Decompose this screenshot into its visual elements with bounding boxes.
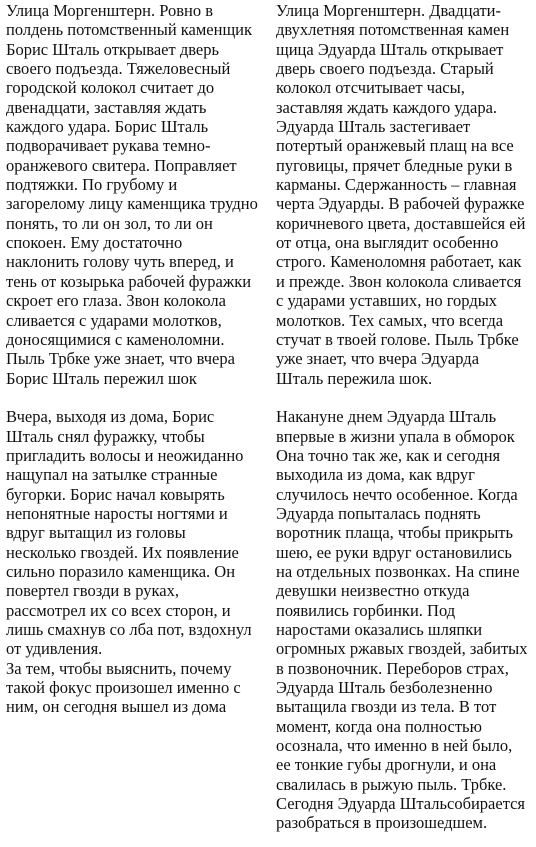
text-line: ее тонкие губы дрогнули, и она (276, 755, 497, 775)
text-line: и прежде. Звон колокола сливается (276, 271, 522, 291)
text-line: двухлетняя потомственная камен (276, 20, 510, 40)
text-line: момент, когда она полностью (276, 716, 482, 736)
text-line: пригладить волосы и неожиданно (6, 445, 244, 465)
text-line: шею, ее руки вдруг остановились (276, 542, 512, 562)
text-line: впервые в жизни упала в обморок (276, 426, 515, 446)
text-line: Она точно так же, как и сегодня (276, 445, 501, 465)
text-line: оранжевого свитера. Поправляет (6, 155, 237, 175)
text-line: на отдельных позвонках. На спине (276, 561, 520, 581)
text-line: сливается с ударами молотков, (6, 310, 222, 330)
text-line: подворачивает рукава темно- (6, 136, 211, 156)
text-line: появились горбинки. Под (276, 600, 456, 620)
text-line: черта Эдуарды. В рабочей фуражке (276, 194, 525, 214)
text-line: скроет его глаза. Звон колокола (6, 291, 226, 311)
text-line: от удивления. (6, 639, 103, 659)
text-line: двенадцати, заставляя ждать (6, 97, 207, 117)
text-line: За тем, чтобы выяснить, почему (6, 658, 232, 678)
text-line: заставляя ждать каждого удара. (276, 97, 498, 117)
left-paragraph-3 (6, 659, 274, 717)
text-line: Пыль Трбке уже знает, что вчера (6, 349, 235, 369)
text-line: Шталь снял фуражку, чтобы (6, 426, 205, 446)
text-line: Эдуарда попыталась поднять (276, 503, 481, 523)
text-line: Вчера, выходя из дома, Борис (6, 407, 215, 427)
text-line: Борис Шталь открывает дверь (6, 39, 220, 59)
text-line: Улица Моргенштерн. Ровно в (6, 1, 213, 20)
text-line: молотков. Тех самых, что всегда (276, 310, 504, 330)
text-line: с ударами уставших, но гордых (276, 291, 498, 311)
text-line: Эдуарда Шталь безболезненно (276, 678, 493, 698)
text-line: нащупал на затылке странные (6, 465, 218, 485)
text-line: доносящимися с каменоломни. (6, 329, 225, 349)
left-paragraph-1 (6, 1, 274, 388)
text-line: лишь смахнув со лба пот, вздохнул (6, 620, 252, 639)
text-line: от отца, она выглядит особенно (276, 233, 499, 253)
text-line: строго. Каменоломня работает, как (276, 252, 522, 272)
right-paragraph-2 (276, 407, 534, 833)
text-line: наклонить голову чуть вперед, и (6, 252, 234, 272)
text-line: вытащила гвозди из тела. В тот (276, 697, 497, 717)
text-line: каждого удара. Борис Шталь (6, 117, 209, 137)
text-line: воротник плаща, чтобы прикрыть (276, 523, 514, 543)
text-line: бугорки. Борис начал ковырять (6, 484, 225, 504)
text-line: несколько гвоздей. Их появление (6, 542, 239, 562)
text-line: подтяжки. По грубому и (6, 175, 178, 195)
text-line: своего подъезда. Тяжеловесный (6, 59, 231, 79)
text-line: Борис Шталь пережил шок (6, 368, 197, 388)
text-line: стучат в твоей голове. Пыль Трбке (276, 329, 519, 349)
text-line: Накануне днем Эдуарда Шталь (276, 407, 497, 427)
text-line: разобраться в произошедшем. (276, 813, 488, 833)
text-line: такой фокус произошел именно с (6, 678, 241, 698)
right-paragraph-1 (276, 1, 534, 388)
paragraph-gap (6, 388, 274, 407)
text-line: непонятные наросты ногтями и (6, 503, 228, 523)
text-line: Шталь пережила шок. (276, 368, 433, 388)
text-line: тень от козырька рабочей фуражки (6, 271, 252, 291)
text-line: полдень потомственный каменщик (6, 20, 253, 40)
text-line: девушки неизвестно откуда (276, 581, 470, 601)
text-line: сильно поразило каменщика. Он (6, 561, 236, 581)
text-line: коричневого цвета, доставшейся ей (276, 213, 526, 233)
text-line: выходила из дома, как вдруг (276, 465, 475, 485)
text-line: загорелому лицу каменщика трудно (6, 194, 258, 214)
text-line: городской колокол считает до (6, 78, 215, 98)
text-line: дверь своего подъезда. Старый (276, 59, 494, 79)
left-column (6, 0, 274, 717)
text-line: ним, он сегодня вышел из дома (6, 697, 227, 717)
text-line: наростами оказались шляпки (276, 620, 483, 639)
text-line: колокол отсчитывает часы, (276, 78, 465, 98)
text-line: свалилась в рыжую пыль. Трбке. (276, 774, 507, 794)
paragraph-gap (276, 388, 534, 407)
text-line: Эдуарда Шталь застегивает (276, 117, 471, 137)
text-line: в позвоночник. Переборов страх, (276, 658, 509, 678)
text-line: щица Эдуарда Шталь открывает (276, 39, 504, 59)
text-line: огромных ржавых гвоздей, забитых (276, 639, 528, 659)
right-column (276, 0, 534, 833)
text-line: Улица Моргенштерн. Двадцати- (276, 1, 502, 20)
text-line: потертый оранжевый плащ на все (276, 136, 514, 156)
left-paragraph-2 (6, 407, 274, 658)
text-line: пуговицы, прячет бледные руки в (276, 155, 513, 175)
text-line: Сегодня Эдуарда Штальсобирается (276, 794, 526, 814)
text-line: случилось нечто особенное. Когда (276, 484, 518, 504)
text-line: рассмотрел их со всех сторон, и (6, 600, 231, 620)
text-line: вдруг вытащил из головы (6, 523, 186, 543)
text-line: уже знает, что вчера Эдуарда (276, 349, 480, 369)
text-line: осознала, что именно в ней было, (276, 736, 513, 756)
text-line: понять, то ли он зол, то ли он (6, 213, 213, 233)
text-line: спокоен. Ему достаточно (6, 233, 183, 253)
text-line: повертел гвозди в руках, (6, 581, 179, 601)
text-line: карманы. Сдержанность – главная (276, 175, 517, 195)
